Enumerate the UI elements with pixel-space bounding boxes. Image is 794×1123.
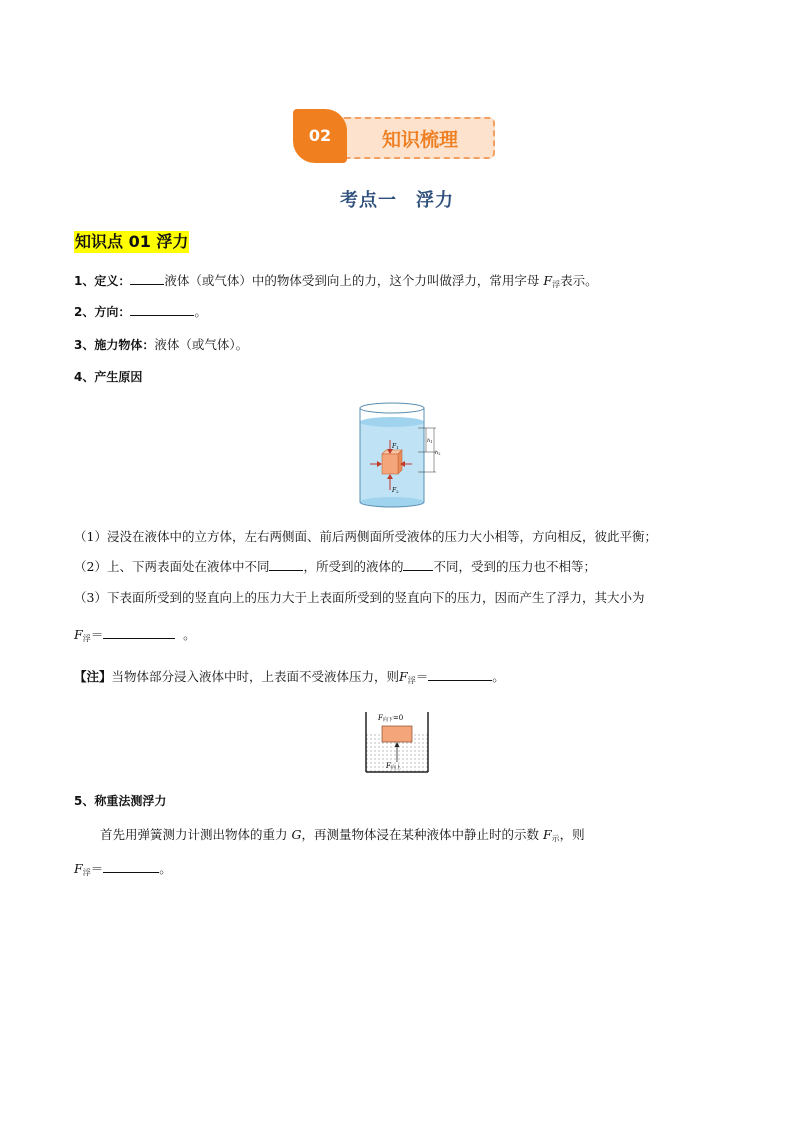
label-h2: $h_2$ bbox=[435, 450, 441, 456]
cause-line: 4、产生原因 bbox=[74, 370, 143, 384]
label-f2: F2 bbox=[392, 487, 399, 494]
label-f-up: F向上 bbox=[386, 762, 401, 771]
weighing-text: 首先用弹簧测力计测出物体的重力 G，再测量物体浸在某种液体中静止时的示数 F示，则 bbox=[100, 827, 585, 843]
reason-3: （3）下表面所受到的竖直向上的压力大于上表面所受到的竖直向下的压力，因而产生了浮力，其大小为 bbox=[74, 590, 645, 605]
reason-3-formula: F浮＝ 。 bbox=[74, 627, 196, 643]
section-badge bbox=[293, 109, 499, 165]
applier-line: 3、施力物体：液体（或气体）。 bbox=[74, 337, 249, 352]
weighing-heading: 5、称重法测浮力 bbox=[74, 794, 167, 808]
label-f1: F1 bbox=[392, 443, 399, 450]
blank bbox=[428, 668, 492, 681]
section-label: 知识梳理 bbox=[339, 117, 495, 159]
partial-immersion-figure bbox=[362, 706, 432, 776]
definition-line: 1、定义： 液体（或气体）中的物体受到向上的力，这个力叫做浮力，常用字母 F浮表示。 bbox=[74, 273, 598, 289]
blank bbox=[130, 272, 164, 285]
blank bbox=[103, 860, 159, 873]
label-f-down: F向下=0 bbox=[378, 714, 404, 723]
topic-title: 考点一 浮力 bbox=[340, 190, 454, 211]
blank bbox=[130, 303, 194, 316]
reason-1: （1）浸没在液体中的立方体，左右两侧面、前后两侧面所受液体的压力大小相等，方向相反，彼此平衡； bbox=[74, 529, 657, 544]
note-line: 【注】当物体部分浸入液体中时，上表面不受液体压力，则F浮＝ 。 bbox=[74, 669, 505, 685]
blank bbox=[403, 558, 433, 571]
weighing-formula: F浮＝ 。 bbox=[74, 861, 172, 877]
label-h1: $h_1$ bbox=[427, 438, 433, 444]
section-number: 02 bbox=[293, 109, 347, 163]
blank bbox=[103, 626, 175, 639]
knowledge-point-heading: 知识点 01 浮力 bbox=[75, 232, 189, 251]
direction-line: 2、方向： 。 bbox=[74, 304, 207, 319]
blank bbox=[269, 558, 303, 571]
buoyancy-cylinder-figure bbox=[352, 400, 444, 508]
reason-2: （2）上、下两表面处在液体中不同 ，所受到的液体的 不同，受到的压力也不相等； bbox=[74, 559, 596, 574]
